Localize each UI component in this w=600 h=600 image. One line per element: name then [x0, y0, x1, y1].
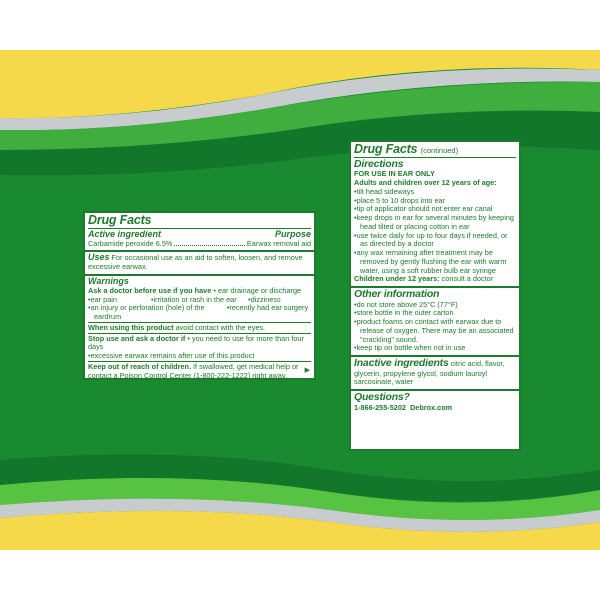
other-information-section	[351, 286, 519, 355]
continued-label: (continued)	[420, 146, 459, 155]
ask-doctor-item: • ear drainage or discharge	[213, 285, 302, 295]
drug-facts-title: Drug Facts	[88, 213, 152, 227]
directions-item: • keep drops in ear for several minutes by keeping head tilted or placing cotton in ear	[354, 214, 516, 232]
ask-doctor-item: • dizziness	[248, 296, 311, 305]
directions-item: • tilt head sideways	[354, 188, 516, 197]
uses-heading: Uses	[88, 252, 110, 263]
phone-number: 1-866-255-5202	[354, 402, 406, 412]
uses-text: For occasional use as an aid to soften, loosen, and remove excessive earwax.	[88, 253, 303, 272]
questions-section	[351, 389, 519, 414]
children-heading: Children under 12 years:	[354, 274, 440, 284]
warnings-heading: Warnings	[88, 276, 129, 287]
continue-arrow-icon: ▶	[304, 366, 310, 374]
when-using-text: avoid contact with the eyes.	[175, 322, 266, 332]
drug-facts-panel	[83, 211, 316, 380]
website: Debrox.com	[410, 402, 453, 412]
active-ingredient-name: Carbamide peroxide 6.5%	[88, 238, 173, 248]
directions-item: • place 5 to 10 drops into ear	[354, 197, 516, 206]
ask-doctor-heading: Ask a doctor before use if you have	[88, 285, 212, 295]
purpose-heading: Purpose	[274, 228, 311, 239]
inactive-ingredients-heading: Inactive ingredients	[354, 357, 449, 370]
warnings-section	[85, 274, 314, 382]
directions-section	[351, 142, 519, 286]
active-ingredient-row	[88, 240, 311, 249]
ask-doctor-item: • ear pain	[88, 296, 151, 305]
directions-subheading: FOR USE IN EAR ONLY	[354, 169, 435, 179]
drug-facts-continued-panel	[349, 140, 521, 451]
when-using-heading: When using this product	[88, 322, 174, 332]
directions-age-heading: Adults and children over 12 years of age:	[354, 178, 497, 188]
other-information-item: • product foams on contact with earwax due to release of oxygen. There may be an associated "crackling" sound.	[354, 318, 516, 344]
active-ingredient-header-row	[88, 228, 311, 240]
keep-out-text: If swallowed, get medical help or contact a Poison Control Center (1-800-222-1222) right away.	[88, 361, 299, 380]
other-information-item: • keep tip on bottle when not in use	[354, 344, 516, 353]
ask-doctor-item: • irritation or rash in the ear	[151, 296, 248, 305]
directions-item: • any wax remaining after treatment may be removed by gently flushing the ear with warm water, using a soft rubber bulb ear syringe	[354, 249, 516, 275]
inactive-ingredients-text: citric acid, flavor, glycerin, propylene glycol, sodium lauroyl sarcosinate, water	[354, 359, 505, 387]
directions-heading: Directions	[354, 157, 516, 171]
stop-use-item: • excessive earwax remains after use of this product	[88, 352, 311, 361]
other-information-heading: Other information	[354, 288, 440, 301]
ingredient-purpose: Earwax removal aid	[246, 238, 311, 248]
ask-doctor-items-row	[88, 304, 311, 322]
directions-item: • use twice daily for up to four days if needed, or as directed by a doctor	[354, 232, 516, 250]
keep-out-block	[88, 361, 311, 381]
other-information-item: • store bottle in the outer carton	[354, 309, 516, 318]
active-ingredient-heading: Active ingredient	[88, 228, 162, 239]
children-text: consult a doctor	[441, 274, 494, 284]
other-information-item: • do not store above 25°C (77°F)	[354, 301, 516, 310]
children-directions	[354, 275, 516, 284]
ask-doctor-item: • recently had ear surgery	[227, 304, 311, 322]
questions-contact	[354, 404, 516, 413]
when-using-block	[88, 322, 311, 333]
ask-doctor-item: • an injury or perforation (hole) of the eardrum	[88, 304, 227, 322]
stop-use-block	[88, 333, 311, 361]
questions-heading: Questions?	[354, 391, 410, 404]
inactive-ingredients-section	[351, 355, 519, 389]
drug-facts-title-section	[85, 213, 314, 250]
stop-use-heading: Stop use and ask a doctor if	[88, 333, 186, 343]
drug-facts-title: Drug Facts	[354, 142, 418, 156]
uses-section	[85, 250, 314, 274]
stop-use-item: • you need to use for more than four days	[88, 333, 304, 352]
leader-dots	[174, 245, 245, 246]
keep-out-heading: Keep out of reach of children.	[88, 361, 191, 371]
directions-item: • tip of applicator should not enter ear canal	[354, 205, 516, 214]
drug-facts-continued-title	[354, 143, 516, 157]
